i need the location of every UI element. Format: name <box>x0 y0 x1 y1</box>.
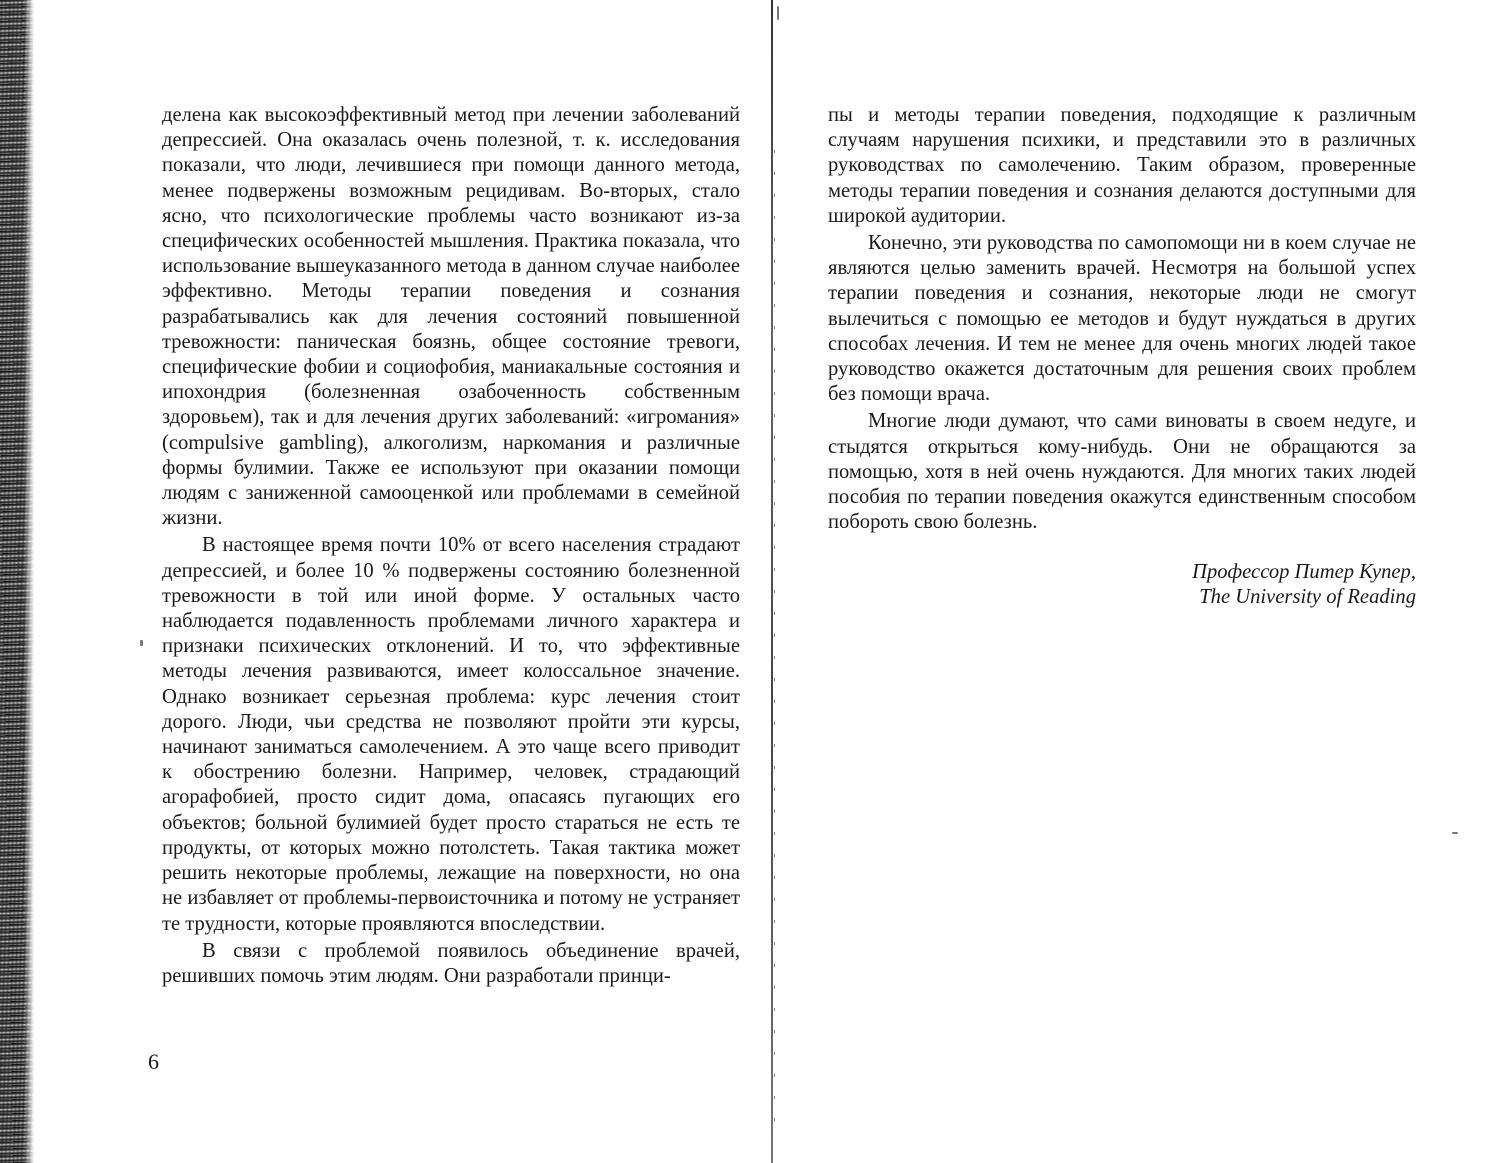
paragraph: Многие люди думают, что сами виноваты в своем недуге, и стыдятся открыться кому-нибудь. Они не обращаются за помощью, хотя в ней очень нуждаются. Для многих таких людей пособия по терапии поведения окажутся единственным способом побороть свою болезнь. <box>828 410 1416 534</box>
scan-edge-shadow <box>0 0 34 1163</box>
signature <box>1100 560 1416 610</box>
scan-speck <box>140 640 143 646</box>
signature-affiliation: The University of Reading <box>1199 586 1416 609</box>
signature-name: Профессор Питер Купер, <box>1192 561 1416 583</box>
paragraph: делена как высокоэффективный метод при лечении заболеваний депрессией. Она оказалась очень полезной, т. к. исследования показали, что люди, лечившиеся при помощи данного метода, менее подвержены возможным рецидивам. Во-вторых, стало ясно, что психологические проблемы часто возникают из-за специфических особенностей мышления. Практика показала, что использование вышеуказанного метода в данном случае наиболее эффективно. Методы терапии поведения и сознания разрабатывались как для лечения состояний повышенной тревожности: паническая боязнь, общее состояние тревоги, специфические фобии и социофобия, маниакальные состояния и ипохондрия (болезненная озабоченность собственным здоровьем), так и для лечения других заболеваний: «игромания» (compulsive gambling), алкоголизм, наркомания и различные формы булимии. Также ее используют при оказании помощи людям с заниженной самооценкой или проблемами в семейной жизни. <box>162 104 741 530</box>
right-page <box>828 103 1416 535</box>
paragraph: В настоящее время почти 10% от всего населения страдают депрессией, и более 10 % подвержены состоянию болезненной тревожности в той или иной форме. У остальных часто наблюдается подавленность проблемами личного характера и признаки психических отклонений. И то, что эффективные методы лечения развиваются, имеет колоссальное значение. Однако возникает серьезная проблема: курс лечения стоит дорого. Люди, чьи средства не позволяют пройти эти курсы, начинают заниматься самолечением. А это чаще всего приводит к обострению болезни. Например, человек, страдающий агорафобией, просто сидит дома, опасаясь пугающих его объектов; больной булимией будет просто стараться не есть те продукты, от которых можно потолстеть. Такая тактика может решить некоторые проблемы, лежащие на поверхности, но она не избавляет от проблемы-первоисточника и потому не устраняет те трудности, которые проявляются впоследствии. <box>162 534 740 935</box>
paragraph: пы и методы терапии поведения, подходящие к различным случаям нарушения психики, и представили это в различных руководствах по самолечению. Таким образом, проверенные методы терапии поведения и сознания делаются доступными для широкой аудитории. <box>828 104 1416 227</box>
paragraph: В связи с проблемой появилось объединение врачей, решивших помочь этим людям. Они разработали принци- <box>162 939 740 987</box>
book-gutter <box>771 0 773 1163</box>
scan-speck <box>1452 832 1458 834</box>
paragraph: Конечно, эти руководства по самопомощи ни в коем случае не являются целью заменить врачей. Несмотря на большой успех терапии поведения и сознания, некоторые люди не смогут вылечиться с помощью ее методов и будут нуждаться в других способах лечения. И тем не менее для очень многих людей такое руководство окажется достаточным для решения своих проблем без помощи врача. <box>828 232 1416 406</box>
scan-speck <box>777 6 779 20</box>
page-number: 6 <box>148 1049 159 1074</box>
gutter-marks <box>774 150 775 1130</box>
left-page <box>162 103 740 989</box>
